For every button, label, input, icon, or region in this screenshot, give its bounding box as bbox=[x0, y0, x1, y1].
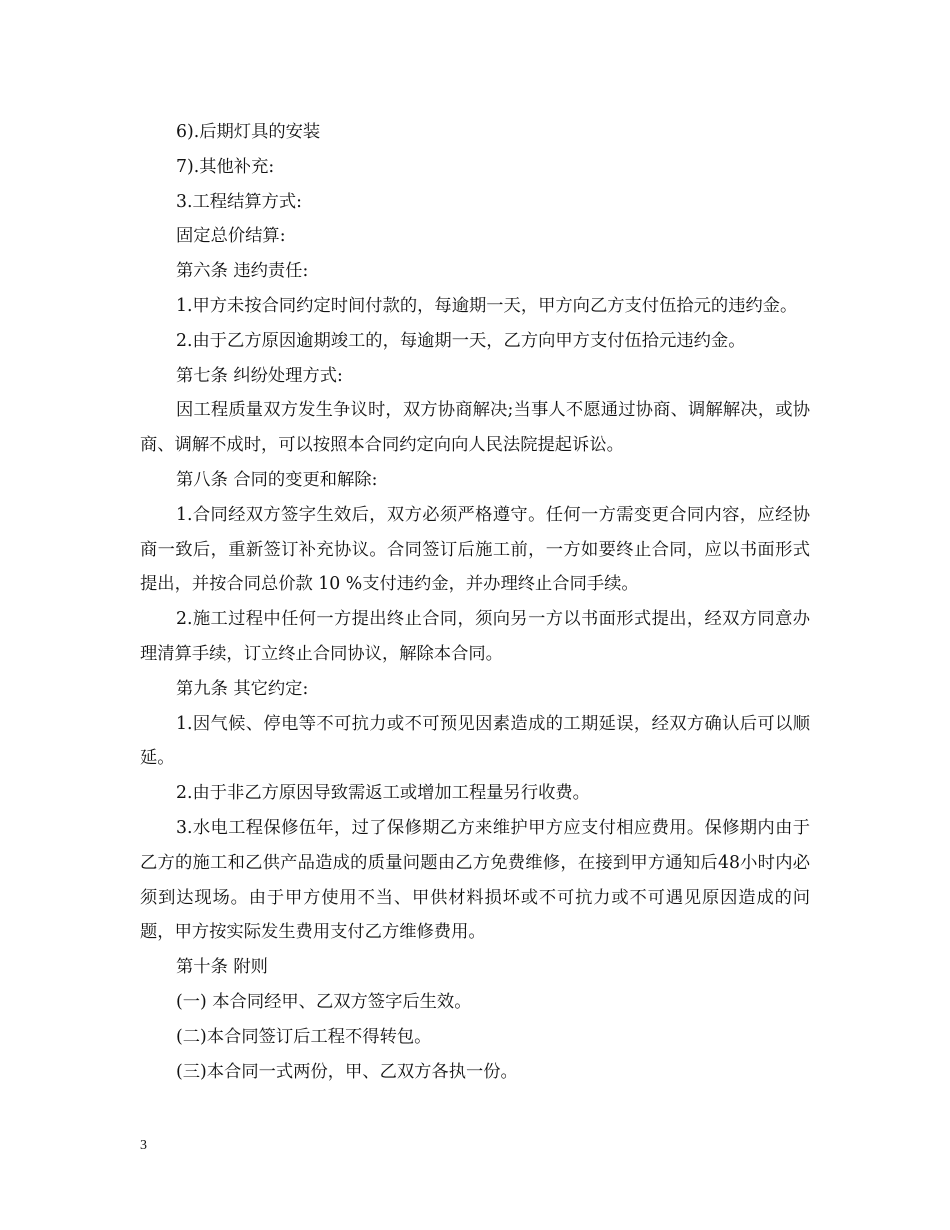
paragraph: 因工程质量双方发生争议时，双方协商解决;当事人不愿通过协商、调解解决，或协商、调解不成时，可以按照本合同约定向向人民法院提起诉讼。 bbox=[140, 400, 810, 456]
paragraph: 1.甲方未按合同约定时间付款的，每逾期一天，甲方向乙方支付伍拾元的违约金。 bbox=[176, 295, 798, 316]
section-heading: 第七条 纠纷处理方式: bbox=[176, 365, 343, 386]
paragraph: 3.水电工程保修伍年，过了保修期乙方来维护甲方应支付相应费用。保修期内由于乙方的施工和乙供产品造成的质量问题由乙方免费维修，在接到甲方通知后48小时内必须到达现场。由于甲方使用不当、甲供材料损坏或不可抗力或不可遇见原因造成的问题，甲方按实际发生费用支付乙方维修费用。 bbox=[140, 817, 810, 943]
section-heading: 第八条 合同的变更和解除: bbox=[176, 469, 378, 490]
paragraph: 2.由于乙方原因逾期竣工的，每逾期一天，乙方向甲方支付伍拾元违约金。 bbox=[176, 330, 746, 351]
section-heading: 第十条 附则 bbox=[176, 957, 268, 978]
paragraph: (二)本合同签订后工程不得转包。 bbox=[176, 1026, 432, 1047]
paragraph: (三)本合同一式两份，甲、乙双方各执一份。 bbox=[176, 1061, 518, 1082]
paragraph: 2.施工过程中任何一方提出终止合同，须向另一方以书面形式提出，经双方同意办理清算手续，订立终止合同协议，解除本合同。 bbox=[140, 609, 810, 664]
paragraph: (一) 本合同经甲、乙双方签字后生效。 bbox=[176, 991, 472, 1012]
paragraph: 固定总价结算: bbox=[176, 226, 286, 247]
paragraph: 6).后期灯具的安装 bbox=[176, 122, 321, 142]
section-heading: 第六条 违约责任: bbox=[176, 261, 309, 282]
paragraph: 2.由于非乙方原因导致需返工或增加工程量另行收费。 bbox=[176, 783, 590, 804]
paragraph: 7).其他补充: bbox=[176, 156, 275, 177]
document-body bbox=[140, 115, 810, 1089]
paragraph: 1.合同经双方签字生效后，双方必须严格遵守。任何一方需变更合同内容，应经协商一致后，重新签订补充协议。合同签订后施工前，一方如要终止合同，应以书面形式提出，并按合同总价款 10 %支付违约金，并办理终止合同手续。 bbox=[140, 504, 810, 595]
paragraph: 3.工程结算方式: bbox=[176, 191, 302, 212]
page-number: 3 bbox=[140, 1138, 147, 1153]
paragraph: 1.因气候、停电等不可抗力或不可预见因素造成的工期延误，经双方确认后可以顺延。 bbox=[140, 713, 810, 769]
section-heading: 第九条 其它约定: bbox=[176, 678, 309, 699]
